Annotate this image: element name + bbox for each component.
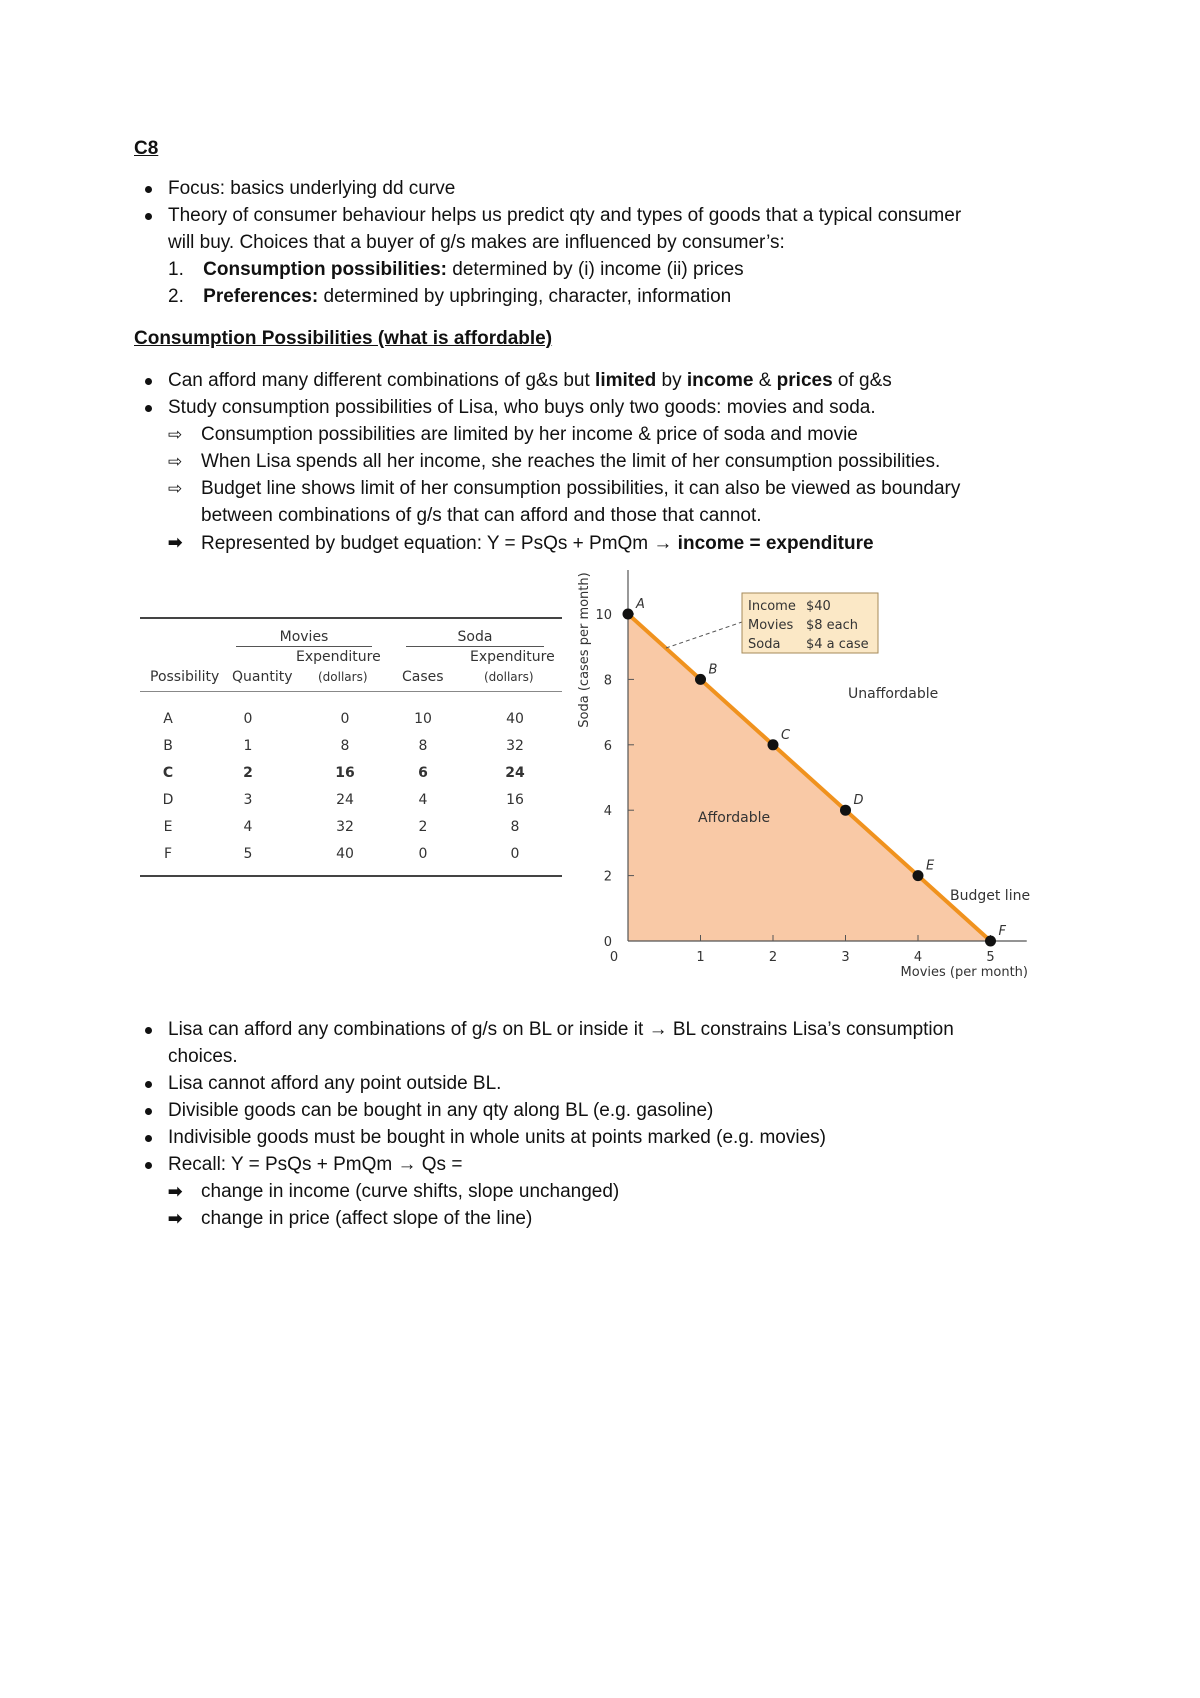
info-box-value: $4 a case <box>806 637 869 652</box>
number-label: 1. <box>168 259 184 280</box>
budget-line-chart <box>570 570 1050 990</box>
bold-term: Consumption possibilities: <box>203 259 447 280</box>
item-text: determined by (i) income (ii) prices <box>446 259 744 280</box>
intro-bullet-focus: Focus: basics underlying dd curve <box>168 178 456 199</box>
text-part: by <box>656 370 687 391</box>
hollow-arrow-icon: ⇨ <box>168 425 183 444</box>
col-header-expenditure-soda: Expenditure <box>470 649 555 665</box>
bold-term: income <box>686 370 754 391</box>
possibilities-table-container <box>140 617 562 877</box>
cell-cases: 4 <box>418 792 428 808</box>
bold-term: Preferences: <box>203 286 319 307</box>
cell-possibility: A <box>163 711 173 727</box>
data-point <box>985 936 996 947</box>
text-part: Represented by budget equation: Y = PsQs + PmQm <box>201 533 654 554</box>
cell-quantity: 2 <box>243 765 253 781</box>
x-tick-label: 0 <box>609 950 619 965</box>
text-part: Can afford many different combinations of g&s but <box>168 370 596 391</box>
cell-quantity: 5 <box>243 846 253 862</box>
x-tick-label: 5 <box>986 950 995 965</box>
solid-arrow-icon: ➡ <box>168 1209 183 1228</box>
section-bullet-afford <box>168 370 892 392</box>
cell-cases: 10 <box>414 711 432 727</box>
bullet-dot <box>145 1162 152 1169</box>
point-label: D <box>853 793 864 809</box>
intro-bullet-theory-line2: will buy. Choices that a buyer of g/s makes are influenced by consumer’s: <box>168 232 785 253</box>
info-box-key: Soda <box>748 637 781 652</box>
y-tick-label: 0 <box>603 935 612 950</box>
numbered-item-2 <box>168 286 731 308</box>
col-header-dollars-soda: (dollars) <box>484 670 534 684</box>
cell-movie-expenditure: 0 <box>340 711 350 727</box>
right-arrow-icon: → <box>397 1154 417 1175</box>
info-box-leader <box>666 622 742 648</box>
data-point <box>913 870 924 881</box>
numbered-item-1 <box>168 259 744 281</box>
x-tick-label: 2 <box>768 950 778 965</box>
after-bullet-recall <box>168 1154 462 1176</box>
cell-quantity: 3 <box>243 792 253 808</box>
cell-quantity: 1 <box>243 738 253 754</box>
info-box-key: Movies <box>748 618 794 633</box>
after-bullet-afford-line2: choices. <box>168 1046 238 1067</box>
x-tick-label: 4 <box>913 950 923 965</box>
col-header-possibility: Possibility <box>150 669 220 685</box>
soda-group-header: Soda <box>406 629 544 647</box>
cell-soda-expenditure: 40 <box>506 711 524 727</box>
bullet-dot <box>145 1108 152 1115</box>
point-label: C <box>781 727 791 743</box>
x-axis-label: Movies (per month) <box>900 965 1028 980</box>
cell-cases: 8 <box>418 738 428 754</box>
cell-soda-expenditure: 0 <box>510 846 520 862</box>
bullet-dot <box>145 1027 152 1034</box>
cell-possibility: D <box>162 792 174 808</box>
budget-line-label: Budget line <box>950 888 1031 904</box>
cell-movie-expenditure: 8 <box>340 738 350 754</box>
sub-bullet-budget-line-2: between combinations of g/s that can afford and those that cannot. <box>201 505 762 526</box>
solid-arrow-icon: ➡ <box>168 533 183 552</box>
affordable-label: Affordable <box>698 810 771 826</box>
right-arrow-icon: → <box>653 533 673 554</box>
data-point <box>623 609 634 620</box>
sub-bullet-equation <box>201 533 874 555</box>
bold-term: limited <box>595 370 657 391</box>
cell-quantity: 0 <box>243 711 253 727</box>
cell-movie-expenditure: 16 <box>335 765 355 781</box>
item-text: determined by upbringing, character, information <box>318 286 732 307</box>
after-bullet-indivisible: Indivisible goods must be bought in whole units at points marked (e.g. movies) <box>168 1127 826 1148</box>
unaffordable-label: Unaffordable <box>848 686 939 702</box>
after-bullet-afford-line1 <box>168 1019 954 1041</box>
y-tick-label: 6 <box>603 738 612 754</box>
cell-possibility: B <box>163 738 173 754</box>
point-label: E <box>926 858 935 874</box>
bullet-dot <box>145 1135 152 1142</box>
bullet-dot <box>145 213 152 220</box>
bullet-dot <box>145 405 152 412</box>
table-row <box>140 819 562 841</box>
y-tick-label: 8 <box>603 673 612 689</box>
text-part: of g&s <box>832 370 892 391</box>
after-bullet-cannot: Lisa cannot afford any point outside BL. <box>168 1073 502 1094</box>
sub-bullet-limited: Consumption possibilities are limited by her income & price of soda and movie <box>201 424 858 445</box>
bullet-dot <box>145 1081 152 1088</box>
data-point <box>840 805 851 816</box>
point-label: B <box>708 662 718 678</box>
cell-soda-expenditure: 32 <box>506 738 524 754</box>
text-part: & <box>753 370 777 391</box>
header-divider <box>140 691 562 692</box>
table-row <box>140 711 562 733</box>
col-header-dollars-movies: (dollars) <box>318 670 368 684</box>
bold-term: income = expenditure <box>672 533 874 554</box>
cell-quantity: 4 <box>243 819 253 835</box>
sub-bullet-spends: When Lisa spends all her income, she reaches the limit of her consumption possibilities. <box>201 451 941 472</box>
info-box-value: $8 each <box>806 618 859 633</box>
solid-arrow-icon: ➡ <box>168 1182 183 1201</box>
y-axis-label: Soda (cases per month) <box>577 572 592 728</box>
table-row <box>140 792 562 814</box>
cell-cases: 6 <box>418 765 428 781</box>
table-row <box>140 846 562 868</box>
text-part: Lisa can afford any combinations of g/s on BL or inside it <box>168 1019 649 1040</box>
cell-soda-expenditure: 8 <box>510 819 520 835</box>
info-box-key: Income <box>748 599 796 614</box>
section-bullet-lisa: Study consumption possibilities of Lisa, who buys only two goods: movies and soda. <box>168 397 876 418</box>
cell-possibility: F <box>163 846 173 862</box>
cell-possibility: C <box>162 765 174 781</box>
hollow-arrow-icon: ⇨ <box>168 479 183 498</box>
movies-group-header: Movies <box>236 629 372 647</box>
text-part: BL constrains Lisa’s consumption <box>667 1019 954 1040</box>
after-sub-income: change in income (curve shifts, slope unchanged) <box>201 1181 620 1202</box>
right-arrow-icon: → <box>648 1019 668 1040</box>
section-title: Consumption Possibilities (what is affordable) <box>134 328 553 349</box>
info-box-value: $40 <box>806 599 831 614</box>
x-tick-label: 1 <box>696 950 705 965</box>
point-label: F <box>998 924 1006 939</box>
bold-term: prices <box>776 370 833 391</box>
point-label: A <box>636 597 645 612</box>
cell-soda-expenditure: 24 <box>505 765 525 781</box>
table-row <box>140 765 562 787</box>
col-header-cases: Cases <box>402 669 444 685</box>
y-tick-label: 4 <box>603 804 612 820</box>
after-sub-price: change in price (affect slope of the line) <box>201 1208 533 1229</box>
y-tick-label: 2 <box>603 869 612 885</box>
intro-bullet-theory-line1: Theory of consumer behaviour helps us predict qty and types of goods that a typical consumer <box>168 205 962 226</box>
bullet-dot <box>145 186 152 193</box>
bullet-dot <box>145 378 152 385</box>
page-heading: C8 <box>134 138 159 159</box>
x-tick-label: 3 <box>841 950 850 965</box>
cell-movie-expenditure: 24 <box>336 792 354 808</box>
text-part: Qs = <box>416 1154 463 1175</box>
cell-movie-expenditure: 40 <box>336 846 354 862</box>
col-header-expenditure-movies: Expenditure <box>296 649 381 665</box>
cell-cases: 0 <box>418 846 428 862</box>
table-row <box>140 738 562 760</box>
cell-movie-expenditure: 32 <box>336 819 354 835</box>
data-point <box>695 674 706 685</box>
number-label: 2. <box>168 286 184 307</box>
data-point <box>768 739 779 750</box>
cell-possibility: E <box>163 819 173 835</box>
after-bullet-divisible: Divisible goods can be bought in any qty along BL (e.g. gasoline) <box>168 1100 714 1121</box>
sub-bullet-budget-line-1: Budget line shows limit of her consumption possibilities, it can also be viewed as boundary <box>201 478 961 499</box>
cell-cases: 2 <box>418 819 428 835</box>
col-header-quantity: Quantity <box>232 669 293 685</box>
y-tick-label: 10 <box>595 608 612 623</box>
cell-soda-expenditure: 16 <box>506 792 524 808</box>
hollow-arrow-icon: ⇨ <box>168 452 183 471</box>
text-part: Recall: Y = PsQs + PmQm <box>168 1154 398 1175</box>
